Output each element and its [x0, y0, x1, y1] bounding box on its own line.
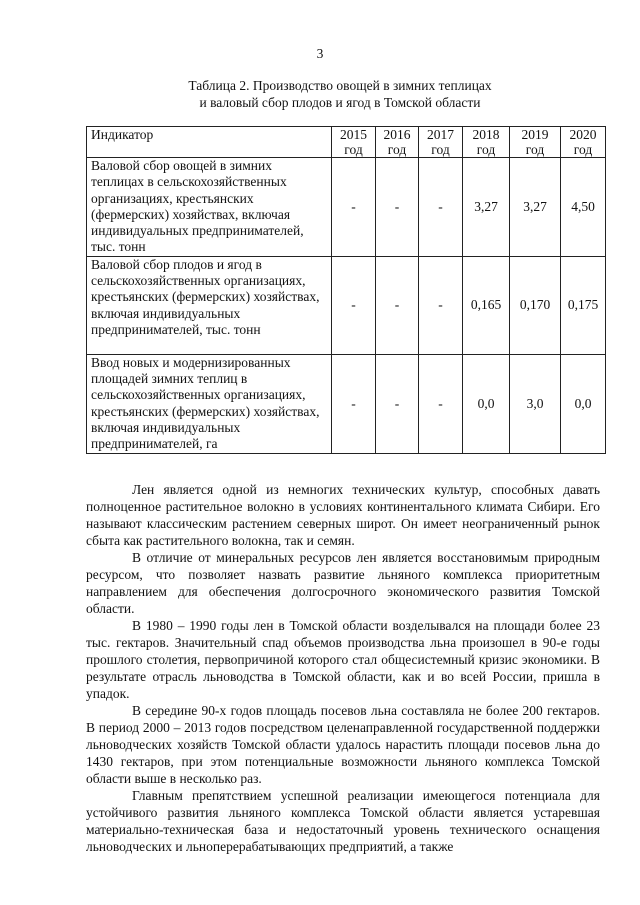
year-unit: год [431, 142, 450, 157]
year-unit: год [573, 142, 593, 157]
year-unit: год [344, 142, 363, 157]
value-cell: - [419, 256, 463, 354]
paragraph: В отличие от минеральных ресурсов лен является восстановимым природным ресурсом, что позволяет назвать развитие льняного комплекса приоритетным направлением для обеспечения долгосрочного экономического развития Томской области. [86, 550, 600, 616]
table-row [87, 354, 606, 453]
value-cell: 3,27 [463, 158, 510, 257]
caption-line-2: и валовый сбор плодов и ягод в Томской области [199, 95, 481, 110]
value-cell: 0,170 [510, 256, 561, 354]
paragraph: Главным препятствием успешной реализации имеющегося потенциала для устойчивого развития льняного комплекса Томской области является устаревшая материально-техническая база и недостаточный уровень технического оснащения льноводческих и льноперерабатывающих предприятий, а также [86, 788, 600, 854]
year-unit: год [525, 142, 545, 157]
year-label: 2017 [427, 127, 454, 142]
value-cell: - [332, 256, 376, 354]
paragraph: В 1980 – 1990 годы лен в Томской области возделывался на площади более 23 тыс. гектаров. Значительный спад объемов производства льна произошел в 90-е годы прошлого столетия, первопричиной которого стал общесистемный кризис экономики. В результате отрасль льноводства в Томской области, как и во всей России, пришла в упадок. [86, 618, 600, 701]
value-cell: 4,50 [561, 158, 606, 257]
paragraph: Лен является одной из немногих технических культур, способных давать полноценное растительное волокно в условиях континентального климата Сибири. Его называют классическим растением северных широт. Он имеет неограниченный рынок сбыта как растительного волокна, так и семян. [86, 482, 600, 548]
page-number: 3 [316, 46, 324, 61]
indicator-header: Индикатор [87, 127, 332, 158]
value-cell: - [419, 158, 463, 257]
year-label: 2019 [521, 127, 549, 142]
table-caption [60, 77, 620, 111]
year-header [561, 127, 606, 158]
year-unit: год [476, 142, 496, 157]
value-cell: - [419, 354, 463, 453]
value-cell: - [376, 158, 419, 257]
table-row [87, 158, 606, 257]
year-unit: год [387, 142, 407, 157]
year-header [332, 127, 376, 158]
value-cell: 0,0 [561, 354, 606, 453]
value-cell: - [332, 158, 376, 257]
table-header-row [87, 127, 606, 158]
value-cell: - [332, 354, 376, 453]
indicator-cell: Валовой сбор овощей в зимних теплицах в сельскохозяйственных организациях, крестьянских (фермерских) хозяйствах, включая индивидуальных предпринимателей, тыс. тонн [87, 158, 332, 257]
production-table [86, 126, 606, 454]
value-cell: 0,175 [561, 256, 606, 354]
year-label: 2016 [383, 127, 411, 142]
year-label: 2018 [472, 127, 500, 142]
value-cell: 0,165 [463, 256, 510, 354]
year-label: 2015 [340, 127, 367, 142]
indicator-cell: Ввод новых и модернизированных площадей зимних теплиц в сельскохозяйственных организациях, крестьянских (фермерских) хозяйствах, включая индивидуальных предпринимателей, га [87, 354, 332, 453]
year-header [510, 127, 561, 158]
table-row [87, 256, 606, 354]
value-cell: 0,0 [463, 354, 510, 453]
caption-line-1: Таблица 2. Производство овощей в зимних теплицах [188, 78, 492, 93]
value-cell: 3,27 [510, 158, 561, 257]
value-cell: 3,0 [510, 354, 561, 453]
year-header [376, 127, 419, 158]
value-cell: - [376, 354, 419, 453]
year-header [463, 127, 510, 158]
value-cell: - [376, 256, 419, 354]
paragraph: В середине 90-х годов площадь посевов льна составляла не более 200 гектаров. В период 2000 – 2013 годов посредством целенаправленной государственной поддержки льноводческих хозяйств Томской области удалось нарастить площади посевов льна до 1430 гектаров, при этом потенциальные возможности льняного комплекса Томской области выше в несколько раз. [86, 703, 600, 786]
indicator-cell: Валовой сбор плодов и ягод в сельскохозяйственных организациях, крестьянских (фермерских) хозяйствах, включая индивидуальных предпринимателей, тыс. тонн [87, 256, 332, 354]
body-text [86, 481, 600, 855]
year-header [419, 127, 463, 158]
year-label: 2020 [569, 127, 597, 142]
